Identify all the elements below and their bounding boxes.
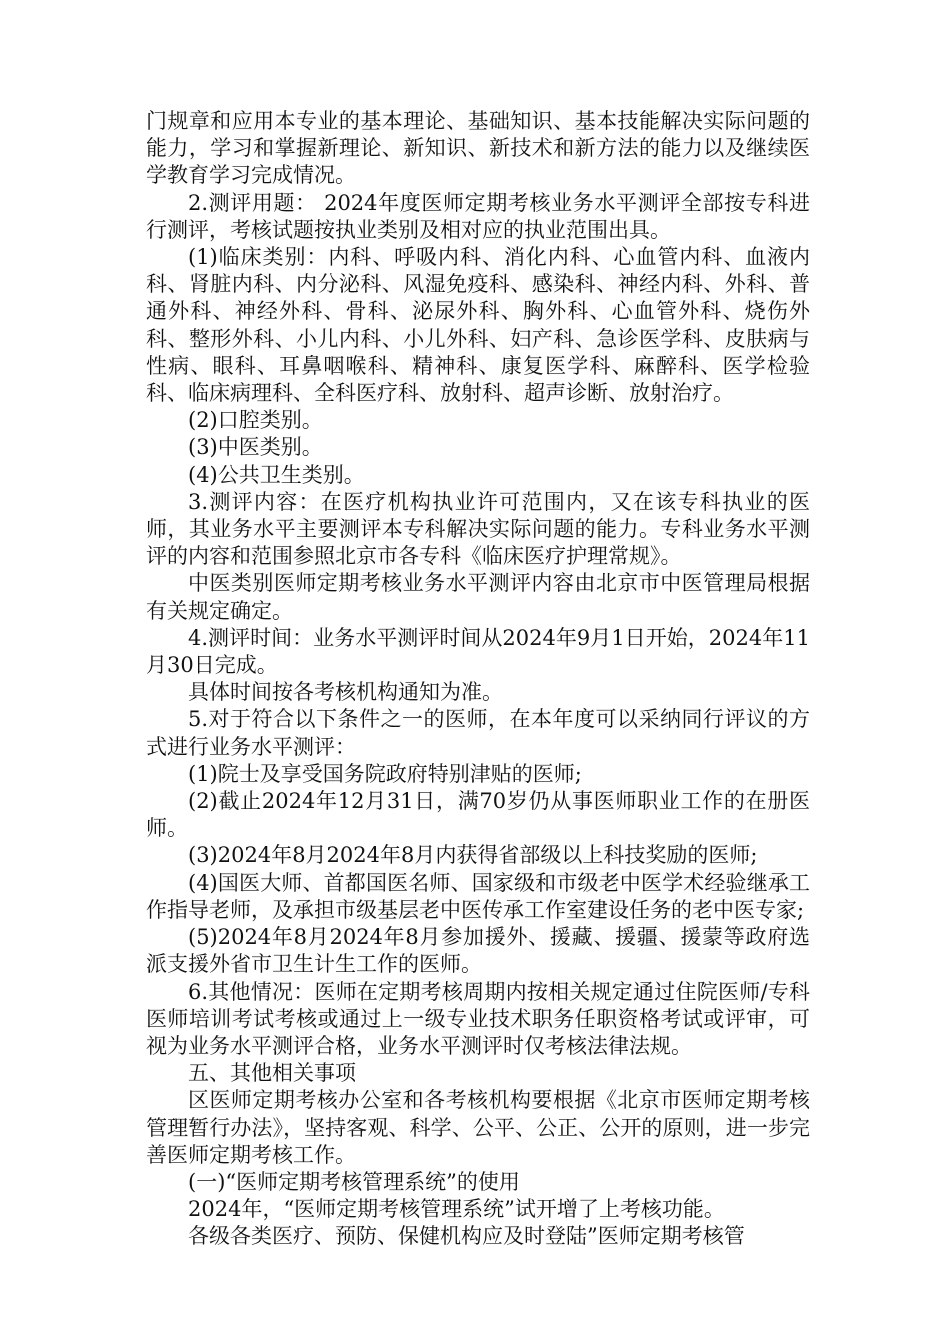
paragraph-other-situations: 6.其他情况：医师在定期考核周期内按相关规定通过住院医师/专科医师培训考试考核或通过上一级专业技术职务任职资格考试或评审，可视为业务水平测评合格，业务水平测评时仅考核法律法规。 [146,979,810,1058]
paragraph-system-2024: 2024年，“医师定期考核管理系统”试开增了上考核功能。 [188,1197,725,1222]
paragraph-continuation: 门规章和应用本专业的基本理论、基础知识、基本技能解决实际问题的能力，学习和掌握新理论、新知识、新技术和新方法的能力以及继续医学教育学习完成情况。 [146,109,810,188]
section-heading-other-matters: 五、其他相关事项 [188,1061,356,1086]
paragraph-test-questions: 2.测评用题： 2024年度医师定期考核业务水平测评全部按专科进行测评，考核试题按执业类别及相对应的执业范围出具。 [146,190,810,242]
subsection-heading-system-use: (一)“医师定期考核管理系统”的使用 [188,1169,520,1194]
paragraph-dental-category: (2)口腔类别。 [188,408,323,433]
paragraph-office-requirements: 区医师定期考核办公室和各考核机构要根据《北京市医师定期考核管理暂行办法》，坚持客观、科学、公平、公正、公开的原则，进一步完善医师定期考核工作。 [146,1088,810,1167]
paragraph-tcm-category: (3)中医类别。 [188,435,323,460]
paragraph-condition-4: (4)国医大师、首都国医名师、国家级和市级老中医学术经验继承工作指导老师，及承担市级基层老中医传承工作室建设任务的老中医专家; [146,870,810,922]
paragraph-peer-review: 5.对于符合以下条件之一的医师，在本年度可以采纳同行评议的方式进行业务水平测评： [146,707,810,759]
paragraph-login-notice: 各级各类医疗、预防、保健机构应及时登陆”医师定期考核管 [188,1224,745,1249]
paragraph-tcm-content: 中医类别医师定期考核业务水平测评内容由北京市中医管理局根据有关规定确定。 [146,571,810,623]
paragraph-clinical-category: (1)临床类别：内科、呼吸内科、消化内科、心血管内科、血液内科、肾脏内科、内分泌科、风湿免疫科、感染科、神经内科、外科、普通外科、神经外科、骨科、泌尿外科、胸外科、心血管外科、烧伤外科、整形外科、小儿内科、小儿外科、妇产科、急诊医学科、皮肤病与性病、眼科、耳鼻咽喉科、精神科、康复医学科、麻醉科、医学检验科、临床病理科、全科医疗科、放射科、超声诊断、放射治疗。 [146,245,810,406]
paragraph-test-content: 3.测评内容：在医疗机构执业许可范围内，又在该专科执业的医师，其业务水平主要测评本专科解决实际问题的能力。专科业务水平测评的内容和范围参照北京市各专科《临床医疗护理常规》。 [146,489,810,569]
document-body [146,108,810,1251]
paragraph-public-health-category: (4)公共卫生类别。 [188,462,365,487]
paragraph-test-time: 4.测评时间：业务水平测评时间从2024年9月1日开始，2024年11月30日完成。 [146,625,810,678]
paragraph-condition-2: (2)截止2024年12月31日，满70岁仍从事医师职业工作的在册医师。 [146,789,810,841]
paragraph-specific-time: 具体时间按各考核机构通知为准。 [188,680,503,705]
paragraph-condition-1: (1)院士及享受国务院政府特别津贴的医师; [188,761,582,786]
paragraph-condition-3: (3)2024年8月2024年8月内获得省部级以上科技奖励的医师; [188,843,758,868]
paragraph-condition-5: (5)2024年8月2024年8月参加援外、援藏、援疆、援蒙等政府选派支援外省市卫生计生工作的医师。 [146,925,810,977]
